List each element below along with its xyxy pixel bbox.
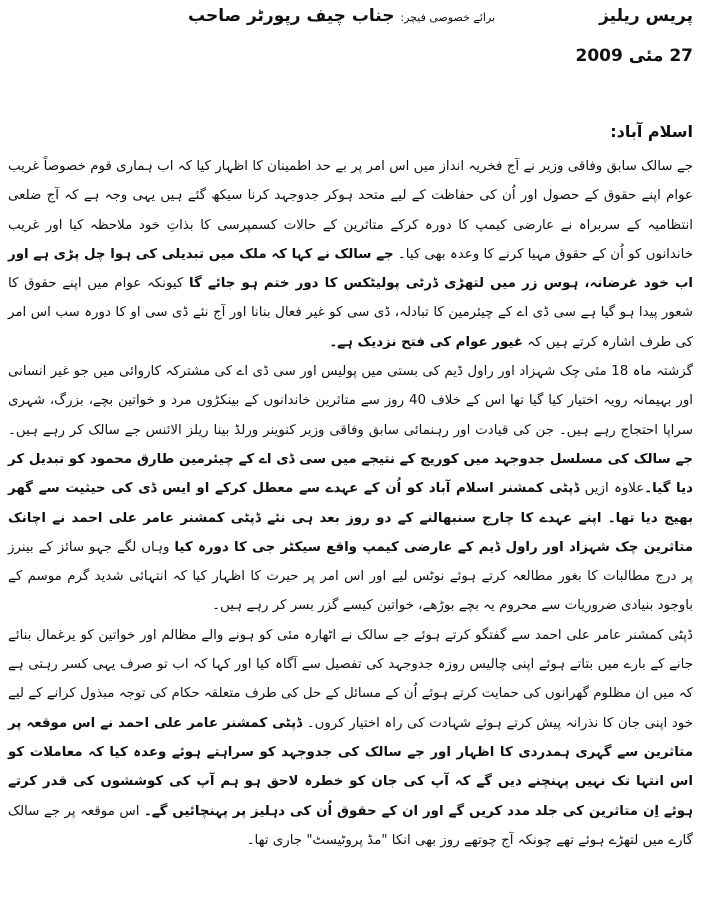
para-3-seg-2: ڈپٹی کمشنر عامر علی احمد نے اس موقعہ پر متاثرین سے گہری ہمدردی کا اظہار اور جے سالک کی جدوجہد کو سراہتے ہوئے وعدہ کیا کہ معاملات کو اس انتہا تک نہیں پہنچنے دیں گے کہ آپ کی جان کو خطرہ لاحق ہو ہم آپ کی کوششوں کی قدر کرتے ہوئے اِن متاثرین کی جلد مدد کریں گے اور ان کے حقوق اُن کی دہلیز پر پہنچائیں گے۔ [8,715,694,819]
recipient-name: جناب چیف رپورٹر صاحب [188,6,395,26]
paragraph-3 [8,621,693,855]
date-year: 2009 [575,46,623,66]
para-2-seg-2: جے سالک کی مسلسل جدوجہد میں کوریج کے نتیجے میں سی ڈی اے کے چیئرمین طارق محمود کو تبدیل کر دیا گیا۔ [8,451,693,497]
para-3-seg-3: اس موقعہ پر جے سالک گارے میں لتھڑے ہوئے تھے چونکہ آج چوتھے روز بھی انکا "مڈ پروٹیسٹ" جاری تھا۔ [8,803,693,848]
para-1-seg-1: جے سالک سابق وفاقی وزیر نے آج فخریہ انداز میں اس امر پر بے حد اطمینان کا اظہار کیا کہ اب ہماری قوم خصوصاً غریب عوام اپنے حقوق کے حصول اور اُن کی حفاظت کے لیے متحد ہوکر جدوجہد کرنا سیکھ گئے ہیں یہی وجہ ہے کہ آج ضلعی انتظامیہ کے سربراہ نے عارضی کیمپ کا دورہ کرکے متاثرین کے حالات کسمپرسی کا بذاتِ خود ملاحظہ کیا اور غریب خاندانوں کو اُن کے حقوق مہیا کرنے کا وعدہ بھی کیا۔ [8,159,693,262]
paragraph-1 [8,152,693,357]
release-date [575,46,693,66]
para-3-seg-1: ڈپٹی کمشنر عامر علی احمد سے گفتگو کرتے ہوئے جے سالک نے اٹھارہ مئی کو ہونے والے مظالم اور خواتین کو یرغمال بنائے جانے کے بارے میں بتاتے ہوئے اپنی چالیس روزہ جدوجہد کی تفصیل سے آگاہ کیا اور کہا کہ اب تو صرف یہی کسر رہتی ہے کہ میں ان مظلوم گھرانوں کی حمایت کرتے ہوئے اُن کے مسائل کے حل کی طرف متعلقہ حکام کی توجہ مبذول کرانے کے لیے خود اپنی جان کا نذرانہ پیش کرتے ہوئے شہادت کی راہ اختیار کروں۔ [8,627,693,731]
document-title: پریس ریلیز [599,6,693,26]
para-1-seg-4: غیور عوام کی فتح نزدیک ہے۔ [329,334,524,350]
para-2-seg-5: وہاں لگے جہو سائز کے بینرز پر درج مطالبات کا بغور مطالعہ کرتے ہوئے نوٹس لیے اور اس امر پر حیرت کا اظہار کیا کہ انتہائی شدید گرم موسم کے باوجود بنیادی ضروریات سے محروم یہ بچے بوڑھے، خواتین کیسے گزر بسر کر رہے ہیں۔ [8,539,693,614]
para-1-seg-2: جے سالک نے کہا کہ ملک میں تبدیلی کی ہوا چل پڑی ہے اور اب خود غرضانہ، ہوس زر میں لتھڑی ڈرٹی پولیٹکس کا دور ختم ہو جائے گا [8,246,693,292]
recipient-prefix: برائے خصوصی فیچر: [400,11,496,24]
article-body [8,152,693,855]
date-day-month: 27 مئی [628,46,693,66]
para-2-seg-3: علاوہ ازیں [579,481,645,497]
paragraph-2 [8,357,693,621]
recipient-line [188,6,495,34]
dateline-place: اسلام آباد: [610,122,693,141]
para-2-seg-4: ڈپٹی کمشنر اسلام آباد کو اُن کے عہدے سے معطل کرکے او ایس ڈی کی حیثیت سے گھر بھیج دیا تھا۔ اپنے عہدے کا چارج سنبھالنے کے دو روز بعد ہی نئے ڈپٹی کمشنر عامر علی احمد نے اچانک متاثرین چک شہزاد اور راول ڈیم کے عارضی کیمپ واقع سیکٹر جی کا دورہ کیا [8,481,693,555]
para-1-seg-3: کیونکہ عوام میں اپنے حقوق کا شعور پیدا ہو گیا ہے سی ڈی اے کے چیئرمین کا تبادلہ، ڈی سی کو غیر فعال بنانا اور آج نئے ڈی سی او کا دورہ سب اس امر کی طرف اشارہ کرتے ہیں کہ [8,276,693,350]
para-2-seg-1: گزشتہ ماہ 18 مئی چک شہزاد اور راول ڈیم کی بستی میں پولیس اور سی ڈی اے کی مشترکہ کاروائی میں جو غیر انسانی اور بہیمانہ رویہ اختیار کیا گیا تھا اس کے خلاف 40 روز سے متاثرین خاندانوں کے بینکڑوں مرد و خواتین بچے، بزرگ، شہری سراپا احتجاج رہے ہیں۔ جن کی قیادت اور رہنمائی سابق وفاقی وزیر کنوینر ورلڈ بینا ریلز الائنس جے سالک کر رہے ہیں۔ [8,364,694,438]
